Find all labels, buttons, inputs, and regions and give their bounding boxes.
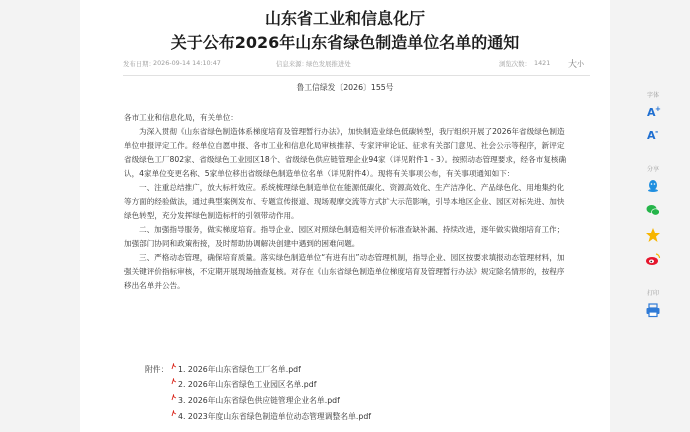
article-body — [124, 111, 569, 293]
print-icon[interactable] — [645, 302, 661, 318]
font-decrease-icon[interactable] — [645, 127, 661, 143]
page-title: 关于公布2026年山东省绿色制造单位名单的通知 — [170, 33, 520, 52]
pdf-icon — [171, 363, 177, 370]
qzone-star-icon[interactable] — [645, 227, 661, 243]
attachment-link[interactable] — [171, 395, 340, 406]
publish-date-label: 发布日期： — [123, 60, 155, 68]
svg-text:-: - — [655, 127, 659, 136]
salutation: 各市工业和信息化局，有关单位： — [124, 113, 238, 122]
font-small-button[interactable]: 小 — [577, 60, 584, 68]
document-number: 鲁工信绿发〔2026〕155号 — [296, 83, 394, 92]
attachment-label: 3. 2026年山东省绿色供应链管理企业名单.pdf — [178, 396, 340, 405]
views-count: 1421 — [534, 59, 551, 67]
svg-text:+: + — [655, 105, 661, 113]
paragraph-4: 三、严格动态管理，确保培育质量。落实绿色制造单位“有进有出”动态管理机制，指导企业、园区按要求填报动态管理材料，加强关键评价指标审核，不定期开展现场抽查复核。对存在《山东省绿色制造单位梯度培育及管理暂行办法》规定除名情形的，按程序移出名单并公告。 — [124, 253, 565, 290]
org-title: 山东省工业和信息化厅 — [264, 9, 425, 28]
attachments-label: 附件： — [145, 365, 169, 374]
attachment-label: 1. 2026年山东省绿色工厂名单.pdf — [178, 365, 301, 374]
font-large-button[interactable]: 大 — [568, 60, 578, 70]
print-label: 打印 — [646, 290, 659, 297]
paragraph-1: 为深入贯彻《山东省绿色制造体系梯度培育及管理暂行办法》，加快制造业绿色低碳转型，我厅组织开展了2026年省级绿色制造单位申报评定工作。经单位自愿申报、各市工业和信息化局审核推荐、专家评审论证、征求有关部门意见、社会公示等程序，新评定省级绿色工厂802家、省级绿色工业园区18个、省级绿色供应链管理企业94家（详见附件1 - 3）。按照动态管理要求，经各市复核确认，4家单位变更名称、5家单位移出省级绿色制造单位名单（详见附件4）。现将有关事项公布，有关事项通知如下： — [124, 127, 567, 178]
weibo-icon[interactable] — [645, 251, 661, 267]
attachment-link[interactable] — [171, 411, 371, 422]
views-label: 浏览次数： — [499, 60, 531, 68]
attachment-link[interactable] — [171, 364, 301, 375]
svg-text:A: A — [647, 129, 656, 142]
attachment-link[interactable] — [171, 379, 316, 390]
source-label: 信息来源： — [276, 60, 308, 68]
article-page — [80, 0, 661, 432]
attachment-label: 2. 2026年山东省绿色工业园区名单.pdf — [178, 380, 317, 389]
share-label: 分享 — [646, 166, 659, 173]
svg-text:A: A — [647, 106, 656, 119]
meta-bar — [123, 57, 590, 76]
wechat-icon[interactable] — [645, 202, 661, 218]
paragraph-3: 二、加强指导服务，做实梯度培育。指导企业、园区对照绿色制造相关评价标准查缺补漏、持续改进，逐年做实做细培育工作；加强部门协同和政策衔接，及时帮助协调解决创建中遇到的困难问题。 — [124, 225, 565, 248]
publish-date-value: 2026-09-14 14:10:47 — [153, 59, 221, 67]
attachment-label: 4. 2023年度山东省绿色制造单位动态管理调整名单.pdf — [178, 412, 372, 421]
pdf-icon — [171, 394, 177, 401]
font-increase-icon[interactable] — [645, 104, 661, 120]
pdf-icon — [171, 410, 177, 417]
qq-icon[interactable] — [645, 178, 661, 194]
font-size-label: 字体 — [646, 92, 659, 99]
paragraph-2: 一、注重总结推广，放大标杆效应。系统梳理绿色制造单位在能源低碳化、资源高效化、生产洁净化、产品绿色化、用地集约化等方面的经验做法，通过典型案例发布、专题宣传报道、现场观摩交流等方式扩大示范影响，引导本地区企业、园区对标先进、加快绿色转型，充分发挥绿色制造标杆的引领带动作用。 — [124, 183, 565, 220]
source-value: 绿色发展推进处 — [306, 60, 351, 68]
pdf-icon — [171, 378, 177, 385]
